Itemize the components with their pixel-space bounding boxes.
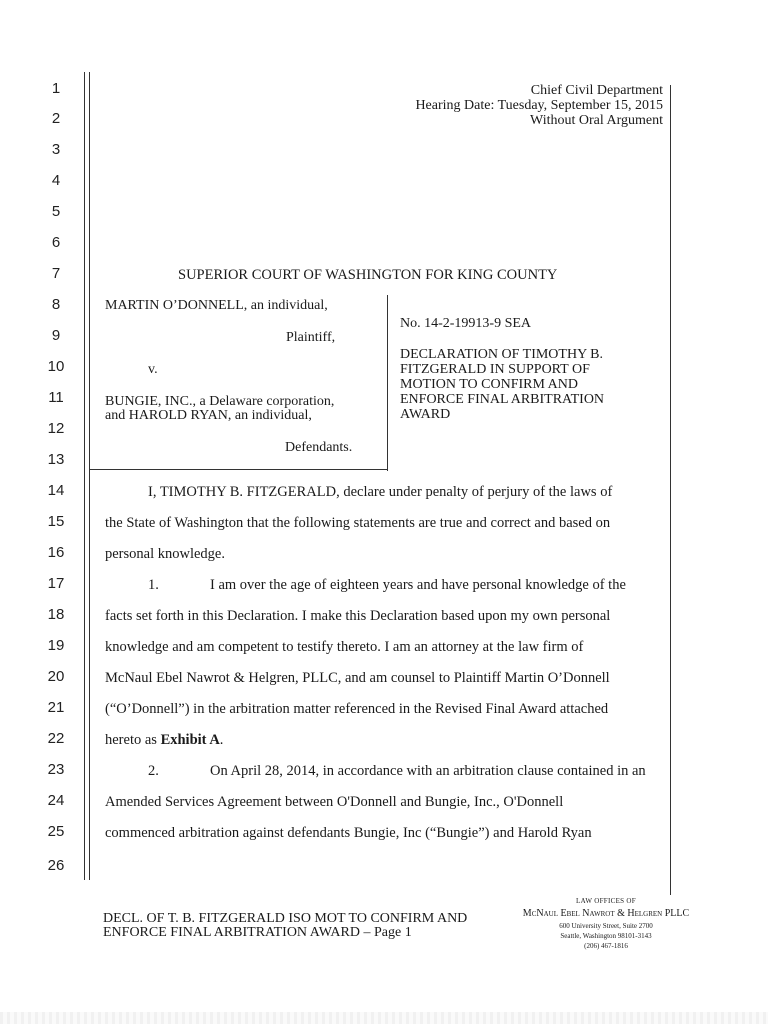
line-number: 12 [47, 420, 65, 437]
line-number: 24 [47, 792, 65, 809]
body-line: knowledge and am competent to testify thereto. I am an attorney at the law firm of [105, 639, 584, 655]
line-number: 25 [47, 823, 65, 840]
line-number: 20 [47, 668, 65, 685]
line-number: 16 [47, 544, 65, 561]
defendant-role: Defendants. [285, 440, 353, 455]
firm-name: McNaul Ebel Nawrot & Helgren PLLC [522, 908, 690, 919]
line-number: 22 [47, 730, 65, 747]
scan-edge-noise [0, 1012, 768, 1024]
defendant-line-2: and HAROLD RYAN, an individual, [105, 408, 312, 423]
body-line [105, 732, 223, 749]
firm-phone: (206) 467-1816 [584, 942, 628, 950]
plaintiff-role: Plaintiff, [286, 330, 336, 345]
body-line: I am over the age of eighteen years and have personal knowledge of the [210, 577, 626, 593]
line-number: 21 [47, 699, 65, 716]
footer-document-title [103, 912, 467, 940]
line-number: 14 [47, 482, 65, 499]
plaintiff-name: MARTIN O’DONNELL, an individual, [105, 298, 328, 313]
oral-argument-note: Without Oral Argument [530, 113, 663, 128]
line-number: 9 [51, 327, 61, 344]
footer-title-line: DECL. OF T. B. FITZGERALD ISO MOT TO CONFIRM AND [103, 911, 468, 926]
law-firm-block [500, 897, 712, 950]
document-title [400, 347, 604, 422]
paragraph-number: 2. [148, 763, 159, 779]
hearing-date: Hearing Date: Tuesday, September 15, 2015 [415, 98, 663, 113]
body-text: . [219, 732, 224, 748]
body-line: On April 28, 2014, in accordance with an arbitration clause contained in an [210, 763, 646, 779]
line-number: 1 [51, 80, 61, 97]
line-number: 2 [51, 110, 61, 127]
body-line: Amended Services Agreement between O'Donnell and Bungie, Inc., O'Donnell [105, 794, 564, 810]
defendant-line-1: BUNGIE, INC., a Delaware corporation, [105, 394, 335, 409]
body-line: the State of Washington that the following statements are true and correct and based on [105, 515, 611, 531]
body-line: McNaul Ebel Nawrot & Helgren, PLLC, and am counsel to Plaintiff Martin O’Donnell [105, 670, 610, 686]
document-title-line: DECLARATION OF TIMOTHY B. [400, 347, 603, 362]
law-offices-label: LAW OFFICES OF [576, 897, 636, 905]
line-number: 11 [48, 389, 64, 406]
body-line: personal knowledge. [105, 546, 225, 562]
body-line: commenced arbitration against defendants Bungie, Inc (“Bungie”) and Harold Ryan [105, 825, 592, 841]
caption-divider [387, 295, 388, 471]
document-title-line: FITZGERALD IN SUPPORT OF [400, 362, 590, 377]
line-number: 4 [51, 172, 61, 189]
line-number: 17 [47, 575, 65, 592]
line-number: 26 [47, 857, 65, 874]
case-number: No. 14-2-19913-9 SEA [400, 316, 532, 331]
document-title-line: AWARD [400, 407, 451, 422]
court-title: SUPERIOR COURT OF WASHINGTON FOR KING COUNTY [178, 267, 558, 283]
versus: v. [148, 362, 158, 377]
line-number: 23 [47, 761, 65, 778]
left-margin-rule-inner [89, 72, 90, 880]
exhibit-reference: Exhibit A [160, 732, 220, 748]
right-margin-rule [670, 85, 671, 895]
line-number: 7 [51, 265, 61, 282]
department-header [415, 83, 663, 128]
firm-address-line: Seattle, Washington 98101-3143 [560, 932, 652, 940]
document-title-line: MOTION TO CONFIRM AND [400, 377, 579, 392]
line-number: 5 [51, 203, 61, 220]
line-number: 19 [47, 637, 65, 654]
footer-title-line: ENFORCE FINAL ARBITRATION AWARD – Page 1 [103, 925, 412, 940]
department-name: Chief Civil Department [530, 83, 663, 98]
body-line: (“O’Donnell”) in the arbitration matter referenced in the Revised Final Award attached [105, 701, 609, 717]
body-text: hereto as [105, 732, 161, 748]
line-number: 3 [51, 141, 61, 158]
paragraph-number: 1. [148, 577, 159, 593]
line-number: 6 [51, 234, 61, 251]
line-number: 15 [47, 513, 65, 530]
left-margin-rule-outer [84, 72, 85, 880]
line-number: 10 [47, 358, 65, 375]
line-number: 18 [47, 606, 65, 623]
caption-bottom-rule [90, 469, 388, 470]
line-number: 8 [51, 296, 61, 313]
body-line: facts set forth in this Declaration. I make this Declaration based upon my own personal [105, 608, 611, 624]
line-number: 13 [47, 451, 65, 468]
document-title-line: ENFORCE FINAL ARBITRATION [400, 392, 605, 407]
firm-address-line: 600 University Street, Suite 2700 [559, 922, 653, 930]
body-line: I, TIMOTHY B. FITZGERALD, declare under penalty of perjury of the laws of [148, 484, 613, 500]
